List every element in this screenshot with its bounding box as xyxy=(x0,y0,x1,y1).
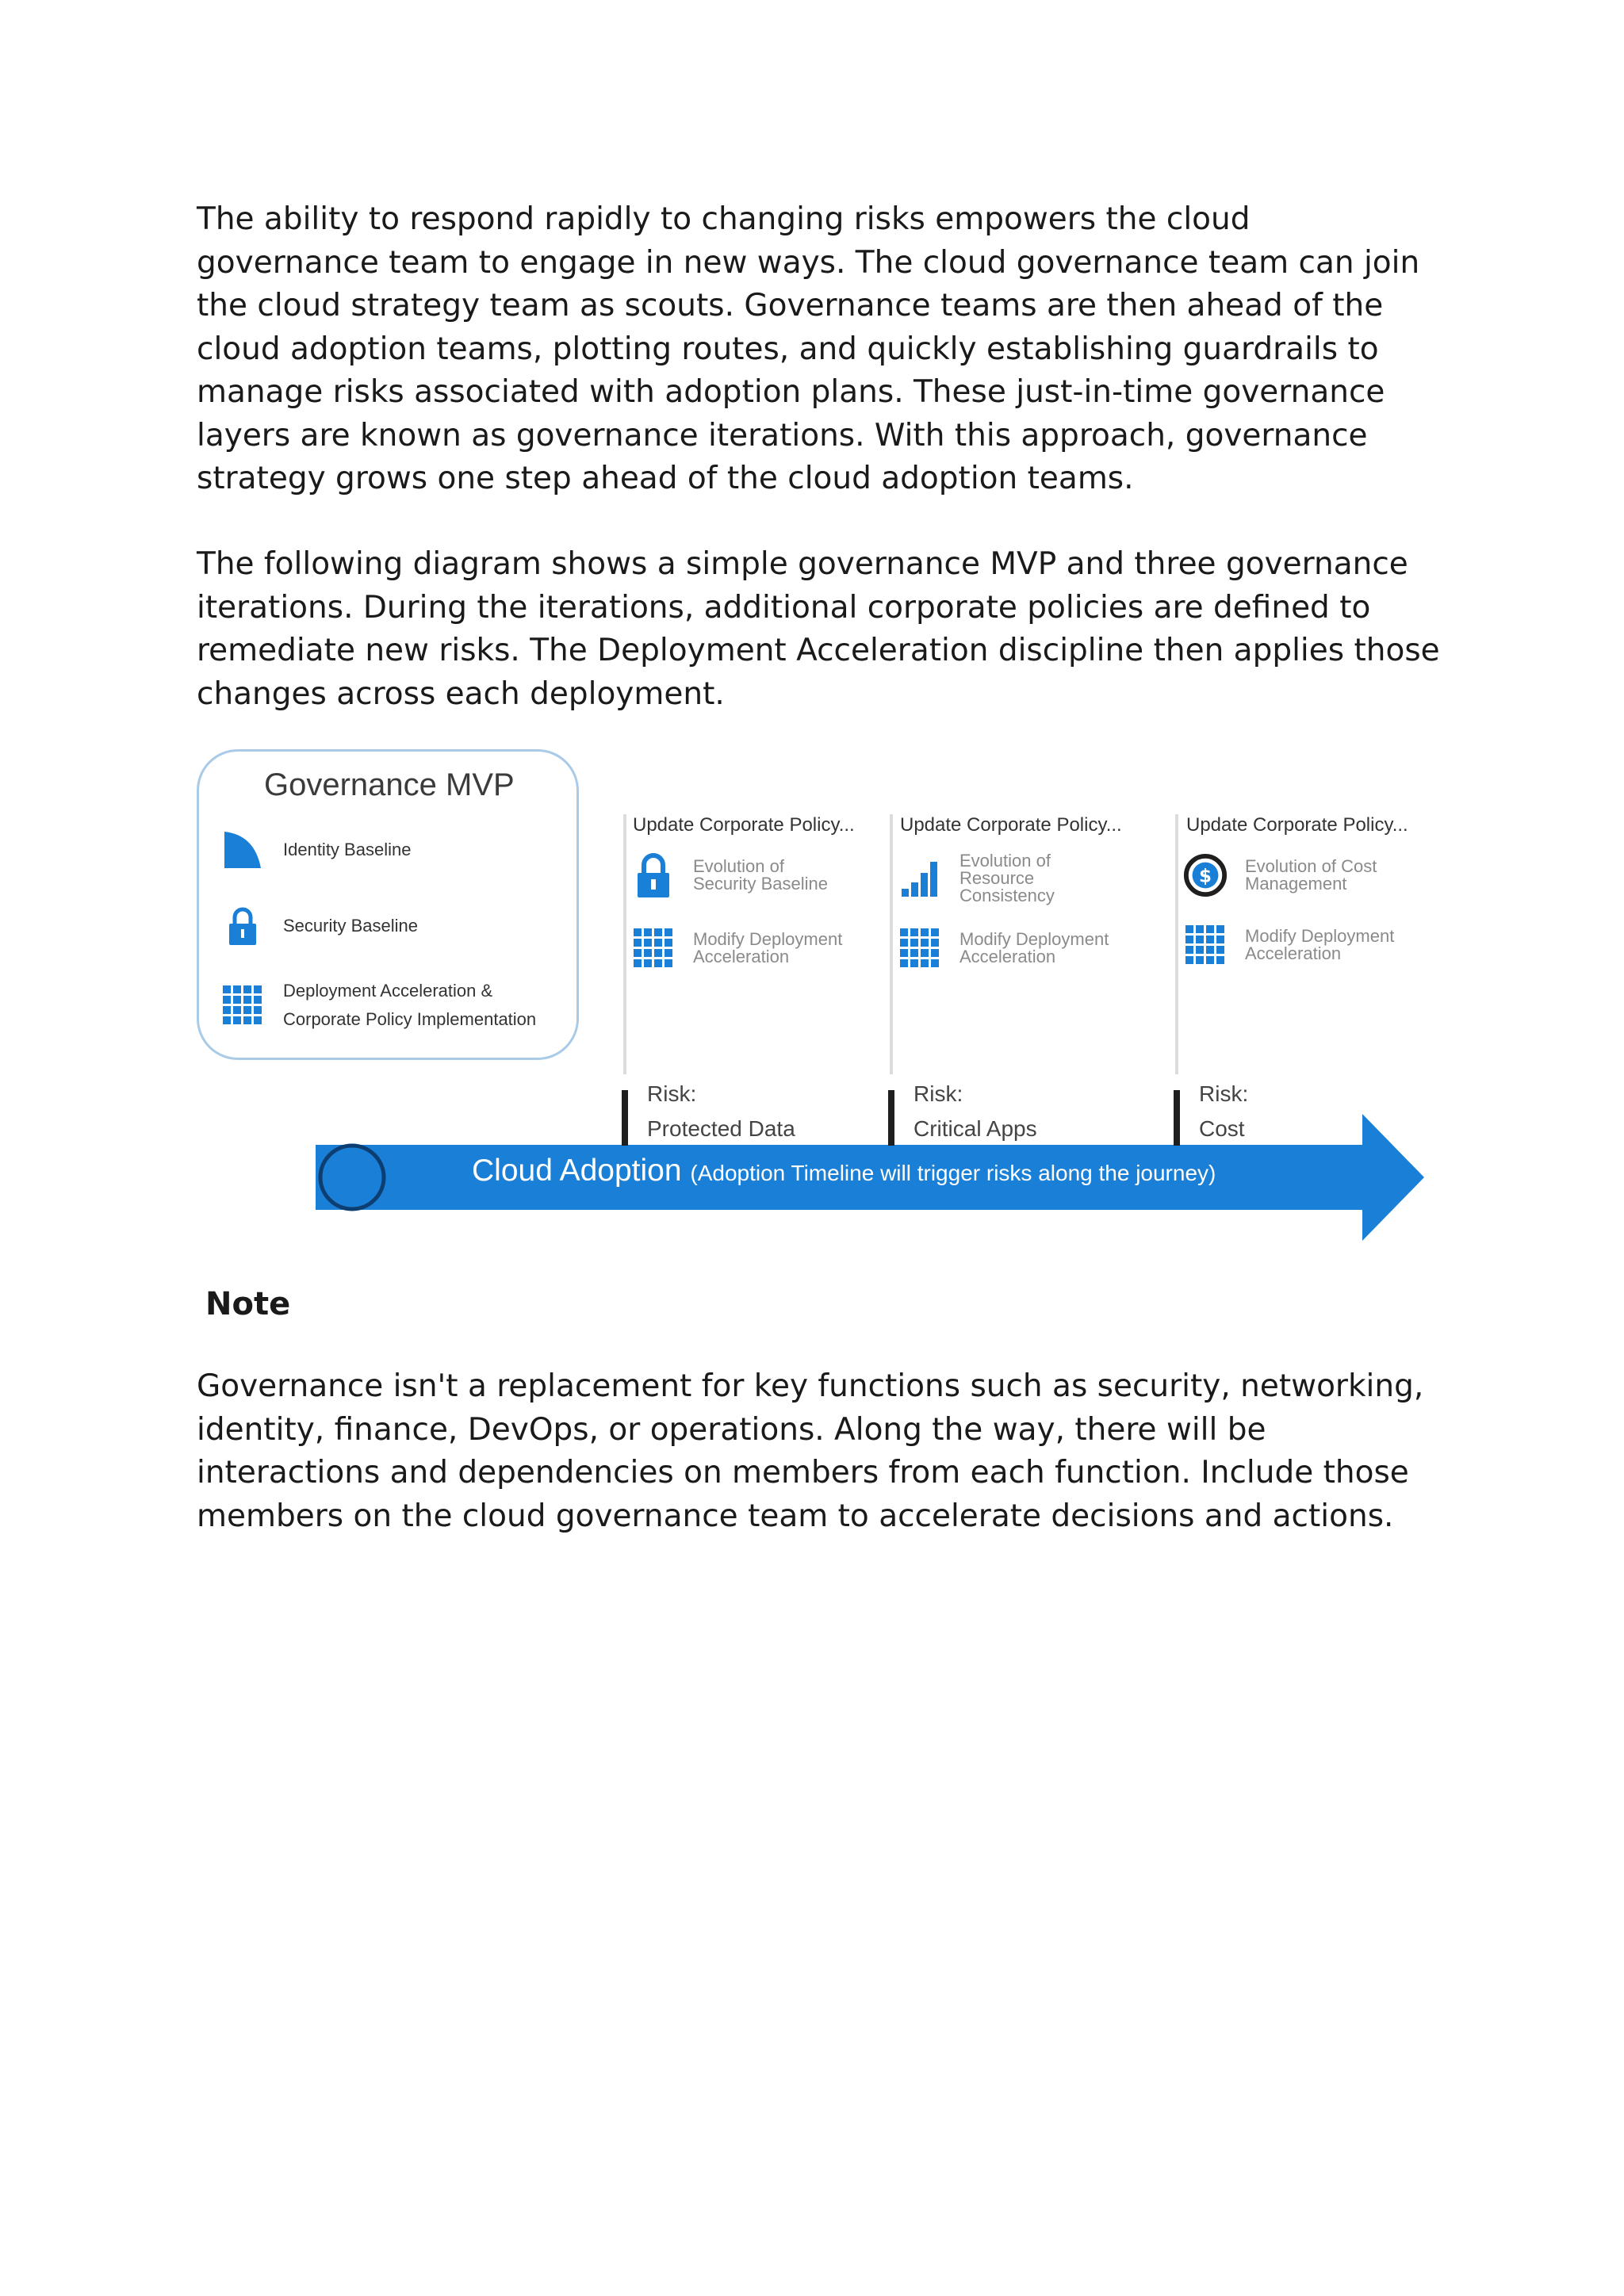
label-line-1: Evolution of xyxy=(959,851,1051,871)
mvp-item-deployment xyxy=(221,977,536,1034)
label-line-2: Resource Consistency xyxy=(959,868,1055,905)
label-line-1: Modify Deployment xyxy=(959,929,1109,949)
label-line-2: Acceleration xyxy=(1245,943,1342,963)
iteration-2-head: Update Corporate Policy... xyxy=(900,814,1122,836)
risk-marker xyxy=(622,1090,628,1146)
iteration-1-risk xyxy=(647,1077,795,1146)
mvp-item-label: Identity Baseline xyxy=(283,840,412,859)
diagram-description-paragraph: The following diagram shows a simple governance MVP and three governance iterations. During the iterations, additional corporate policies are defined to remediate new risks. The Deployment Acceleration discipline then applies those changes across each deployment. xyxy=(197,546,1440,712)
risk-label: Risk: xyxy=(914,1081,963,1106)
iteration-3-risk xyxy=(1199,1077,1248,1146)
note-paragraph: Governance isn't a replacement for key functions such as security, networking, identity, finance, DevOps, or operations. Along the way, there will be interactions and dependencies on members from each function. Include those members on the cloud governance team to accelerate decisions and actions. xyxy=(197,1368,1424,1534)
dollar-icon xyxy=(1183,852,1228,898)
grid-icon xyxy=(221,983,264,1027)
iteration-3-item-2 xyxy=(1183,922,1411,968)
arrow-title: Cloud Adoption xyxy=(472,1154,682,1188)
label-line-2: Acceleration xyxy=(693,947,790,966)
governance-diagram xyxy=(197,749,1442,1249)
item-label xyxy=(1245,928,1411,962)
label-line-2: Acceleration xyxy=(959,947,1056,966)
iteration-2-risk xyxy=(914,1077,1037,1146)
risk-label: Risk: xyxy=(647,1081,697,1106)
iteration-1-item-1 xyxy=(631,852,860,898)
mvp-item-identity xyxy=(221,828,411,872)
item-label xyxy=(1245,858,1411,893)
label-line-1: Modify Deployment xyxy=(693,929,843,949)
label-line-1: Evolution of xyxy=(693,856,784,876)
mvp-item-label xyxy=(283,977,536,1034)
iteration-divider xyxy=(623,814,626,1074)
arrow-label xyxy=(472,1154,1216,1188)
label-line-1: Modify Deployment xyxy=(1245,926,1395,946)
grid-icon xyxy=(631,925,676,971)
iteration-divider xyxy=(890,814,893,1074)
svg-text:$: $ xyxy=(1198,865,1212,887)
mvp-item-security xyxy=(221,904,418,948)
iteration-2-item-1 xyxy=(898,852,1126,905)
iteration-divider xyxy=(1175,814,1178,1074)
grid-icon xyxy=(1183,922,1228,968)
iteration-1-head: Update Corporate Policy... xyxy=(633,814,855,836)
identity-icon xyxy=(221,828,264,872)
note-heading: Note xyxy=(205,1286,291,1322)
grid-icon xyxy=(898,925,942,971)
label-line-2: Management xyxy=(1245,874,1347,894)
iteration-3-head: Update Corporate Policy... xyxy=(1186,814,1408,836)
intro-paragraph: The ability to respond rapidly to changing risks empowers the cloud governance team to engage in new ways. The cloud governance team can join the cloud strategy team as scouts. Governance teams are then ahead of the cloud adoption teams, plotting routes, and quickly establishing guardrails to manage risks associated with adoption plans. These just-in-time governance layers are known as governance iterations. With this approach, governance strategy grows one step ahead of the cloud adoption teams. xyxy=(197,201,1420,496)
item-label xyxy=(959,931,1126,966)
iteration-2-item-2 xyxy=(898,925,1126,971)
arrow-subtitle: (Adoption Timeline will trigger risks along the journey) xyxy=(690,1161,1216,1185)
risk-label: Risk: xyxy=(1199,1081,1249,1106)
risk-value: Cost xyxy=(1199,1116,1245,1141)
label-line-1: Deployment Acceleration & xyxy=(283,981,493,1001)
item-label xyxy=(693,931,860,966)
label-line-2: Corporate Policy Implementation xyxy=(283,1009,537,1029)
item-label xyxy=(693,858,860,893)
iteration-1-item-2 xyxy=(631,925,860,971)
label-line-2: Security Baseline xyxy=(693,874,828,894)
risk-value: Protected Data xyxy=(647,1116,795,1141)
risk-marker xyxy=(1174,1090,1180,1146)
item-label xyxy=(959,852,1126,905)
mvp-title: Governance MVP xyxy=(264,767,515,802)
label-line-1: Evolution of Cost xyxy=(1245,856,1377,876)
lock-icon xyxy=(221,904,264,948)
iteration-3-item-1 xyxy=(1183,852,1411,898)
bar-chart-icon xyxy=(898,855,942,901)
mvp-item-label: Security Baseline xyxy=(283,916,418,936)
risk-marker xyxy=(888,1090,894,1146)
governance-mvp-box xyxy=(197,749,579,1060)
lock-icon xyxy=(631,852,676,898)
timeline-start-circle xyxy=(320,1146,384,1209)
risk-value: Critical Apps xyxy=(914,1116,1037,1141)
